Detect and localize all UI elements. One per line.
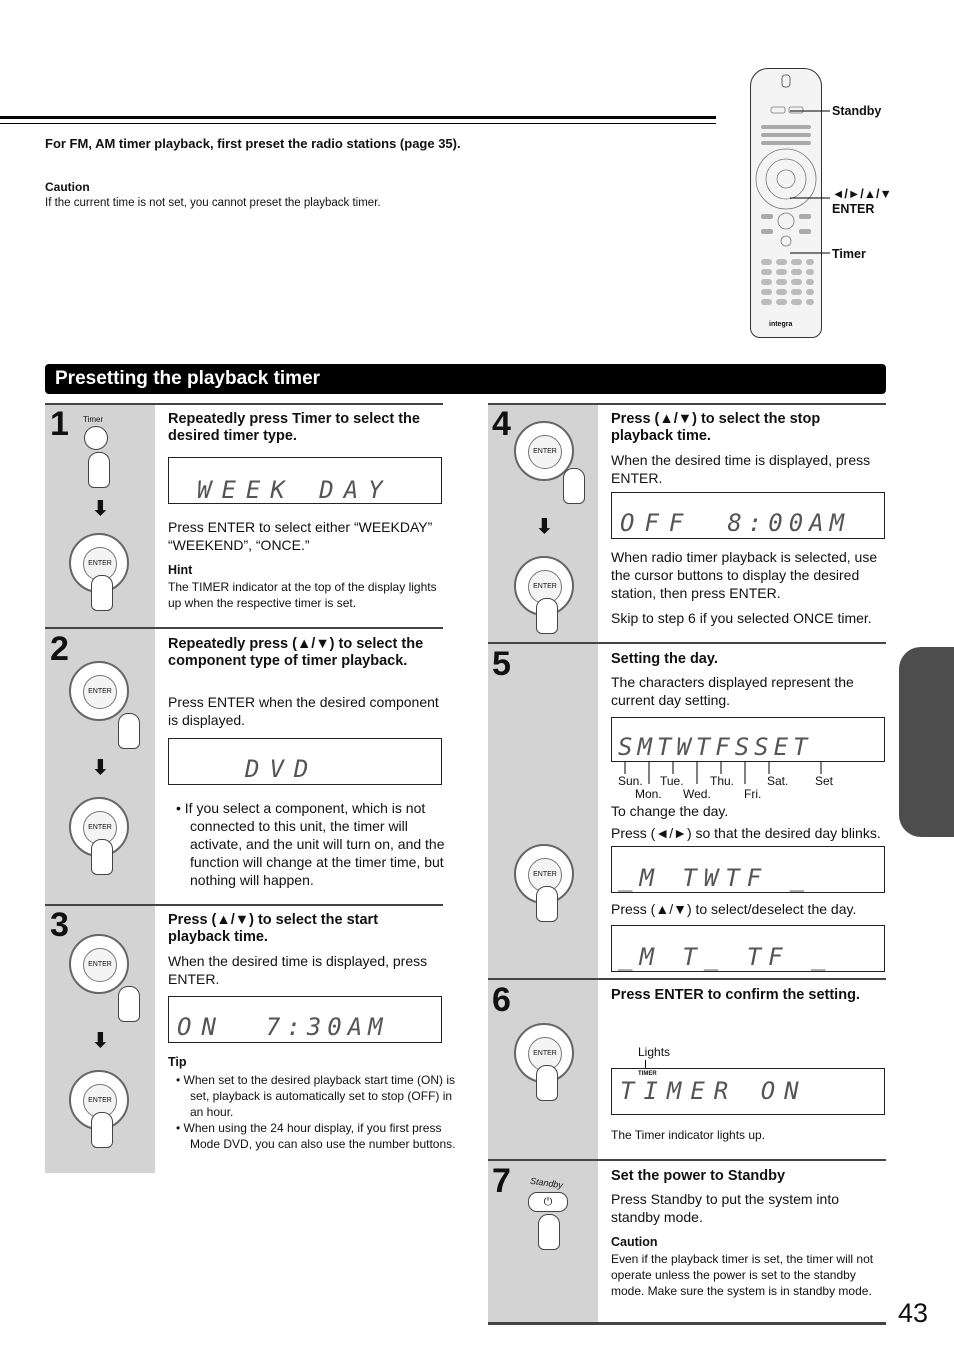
timer-button-icon — [84, 426, 108, 450]
hand-press-icon — [563, 468, 585, 504]
remote-label-standby: Standby — [832, 104, 882, 118]
enter-dial-icon: ENTER — [514, 1023, 574, 1083]
hand-press-icon — [538, 1214, 560, 1250]
hand-press-icon — [118, 713, 140, 749]
step4-text: When the desired time is displayed, press ENTER. — [611, 452, 871, 486]
step3-heading: Press (▲/▼) to select the start playback time. — [168, 912, 379, 945]
step1-rule — [45, 403, 443, 405]
step5-lcd-blink: _M TWTF _ — [611, 846, 885, 893]
step3-rule — [45, 904, 443, 906]
intro-caution-heading: Caution — [45, 180, 90, 194]
step3-lcd: ON 7:30AM — [168, 996, 442, 1043]
step4-text2: When radio timer playback is selected, use the cursor buttons to display the desired station, then press ENTER. — [611, 549, 878, 601]
bottom-rule — [488, 1322, 886, 1325]
step4-rule — [488, 403, 886, 405]
remote-label-arrows: ◄/►/▲/▼ — [832, 187, 892, 201]
step1-hint-heading: Hint — [168, 563, 193, 577]
step1-number: 1 — [50, 405, 69, 443]
step7-caution-heading: Caution — [611, 1235, 658, 1249]
step3-text: When the desired time is displayed, press ENTER. — [168, 953, 428, 987]
step5-text: The characters displayed represent the current day setting. — [611, 674, 854, 708]
arrow-down-icon: ⬇ — [92, 757, 109, 779]
step6-number: 6 — [492, 981, 511, 1019]
step5-rule — [488, 642, 886, 644]
step3-tip1: • When set to the desired playback start time (ON) is set, playback is automatically set to stop (OFF) in an hour. — [176, 1073, 455, 1119]
step2-rule — [45, 627, 443, 629]
enter-dial-icon: ENTER — [514, 556, 574, 616]
day-label-tue: Tue. — [660, 774, 684, 788]
remote-label-enter: ENTER — [832, 202, 875, 216]
arrow-down-icon: ⬇ — [92, 1030, 109, 1052]
step5-lcd-days: SMTWTFSSET — [611, 717, 885, 762]
hand-press-icon — [536, 1065, 558, 1101]
step3-tip2: • When using the 24 hour display, if you first press Mode DVD, you can also use the number buttons. — [176, 1121, 456, 1151]
arrow-down-icon: ⬇ — [92, 498, 109, 520]
enter-dial-icon: ENTER — [514, 844, 574, 904]
step5-heading: Setting the day. — [611, 651, 718, 667]
step1-text: Press ENTER to select either “WEEKDAY” “WEEKEND”, “ONCE.” — [168, 519, 433, 553]
intro-caution-text: If the current time is not set, you cannot preset the playback timer. — [45, 197, 381, 209]
enter-dial-icon: ENTER — [514, 421, 574, 481]
step6-text: The Timer indicator lights up. — [611, 1128, 766, 1142]
step5-text2: To change the day. — [611, 803, 729, 819]
step5-number: 5 — [492, 645, 511, 683]
standby-power-icon: ⏻ — [528, 1192, 568, 1212]
enter-dial-icon: ENTER — [69, 934, 129, 994]
timer-indicator: TIMER — [638, 1071, 657, 1077]
enter-dial-icon: ENTER — [69, 661, 129, 721]
step6-lights-label: Lights — [638, 1045, 671, 1059]
step4-text3: Skip to step 6 if you selected ONCE timer. — [611, 610, 872, 626]
step1-lcd: WEEK DAY — [168, 457, 442, 504]
section-title: Presetting the playback timer — [45, 364, 886, 394]
step5-text3: Press (◄/►) so that the desired day blinks. — [611, 825, 881, 841]
intro-note: For FM, AM timer playback, first preset the radio stations (page 35). — [45, 136, 461, 151]
step7-text: Press Standby to put the system into standby mode. — [611, 1191, 840, 1225]
enter-dial-icon: ENTER — [69, 533, 129, 593]
top-rule-thin — [0, 123, 716, 124]
step7-caution-text: Even if the playback timer is set, the timer will not operate unless the power is set to the standby mode. Make sure the system is in standby mode. — [611, 1252, 874, 1298]
hand-press-icon — [536, 886, 558, 922]
step1-heading: Repeatedly press Timer to select the desired timer type. — [168, 411, 420, 444]
day-label-wed: Wed. — [683, 787, 711, 801]
step7-rule — [488, 1159, 886, 1161]
step7-number: 7 — [492, 1162, 511, 1200]
day-label-sat: Sat. — [767, 774, 789, 788]
hand-press-icon — [536, 598, 558, 634]
remote-label-timer: Timer — [832, 247, 866, 261]
remote-callout-lines — [790, 100, 834, 260]
day-label-set: Set — [815, 774, 834, 788]
step1-hint-text: The TIMER indicator at the top of the display lights up when the respective timer is set. — [168, 580, 437, 610]
step3-tip-heading: Tip — [168, 1055, 187, 1069]
day-callout-lines — [611, 762, 885, 784]
enter-dial-icon: ENTER — [69, 1070, 129, 1130]
side-tab — [899, 647, 954, 837]
hand-press-icon — [88, 452, 110, 488]
timer-button-label: Timer — [83, 415, 104, 424]
page-number: 43 — [898, 1298, 929, 1328]
step7-heading: Set the power to Standby — [611, 1168, 786, 1184]
day-label-mon: Mon. — [635, 787, 662, 801]
step2-lcd: DVD — [168, 738, 442, 785]
hand-press-icon — [91, 1112, 113, 1148]
step2-text: Press ENTER when the desired component is displayed. — [168, 694, 439, 728]
step4-number: 4 — [492, 405, 511, 443]
step4-heading: Press (▲/▼) to select the stop playback time. — [611, 411, 821, 444]
step2-number: 2 — [50, 630, 69, 668]
enter-dial-icon: ENTER — [69, 797, 129, 857]
arrow-down-icon: ⬇ — [536, 516, 553, 538]
hand-press-icon — [91, 839, 113, 875]
step3-number: 3 — [50, 906, 69, 944]
step6-rule — [488, 978, 886, 980]
step6-heading: Press ENTER to confirm the setting. — [611, 987, 860, 1003]
step4-lcd: OFF 8:00AM — [611, 492, 885, 539]
day-label-thu: Thu. — [710, 774, 735, 788]
step2-heading: Repeatedly press (▲/▼) to select the component type of timer playback. — [168, 636, 424, 669]
step5-lcd-select: _M T_ TF _ — [611, 925, 885, 972]
hand-press-icon — [91, 575, 113, 611]
hand-press-icon — [118, 986, 140, 1022]
top-rule — [0, 116, 716, 119]
step2-bullet: • If you select a component, which is not connected to this unit, the timer will activate, and the unit will turn on, and the function will change at the timer time, but nothing will happen. — [176, 800, 445, 888]
remote-brand: integra — [769, 321, 793, 328]
step6-lcd: TIMER TIMER ON — [611, 1068, 885, 1115]
step5-text4: Press (▲/▼) to select/deselect the day. — [611, 901, 857, 917]
standby-button-label: Standby — [529, 1175, 564, 1191]
day-label-fri: Fri. — [744, 787, 762, 801]
day-label-sun: Sun. — [618, 774, 643, 788]
